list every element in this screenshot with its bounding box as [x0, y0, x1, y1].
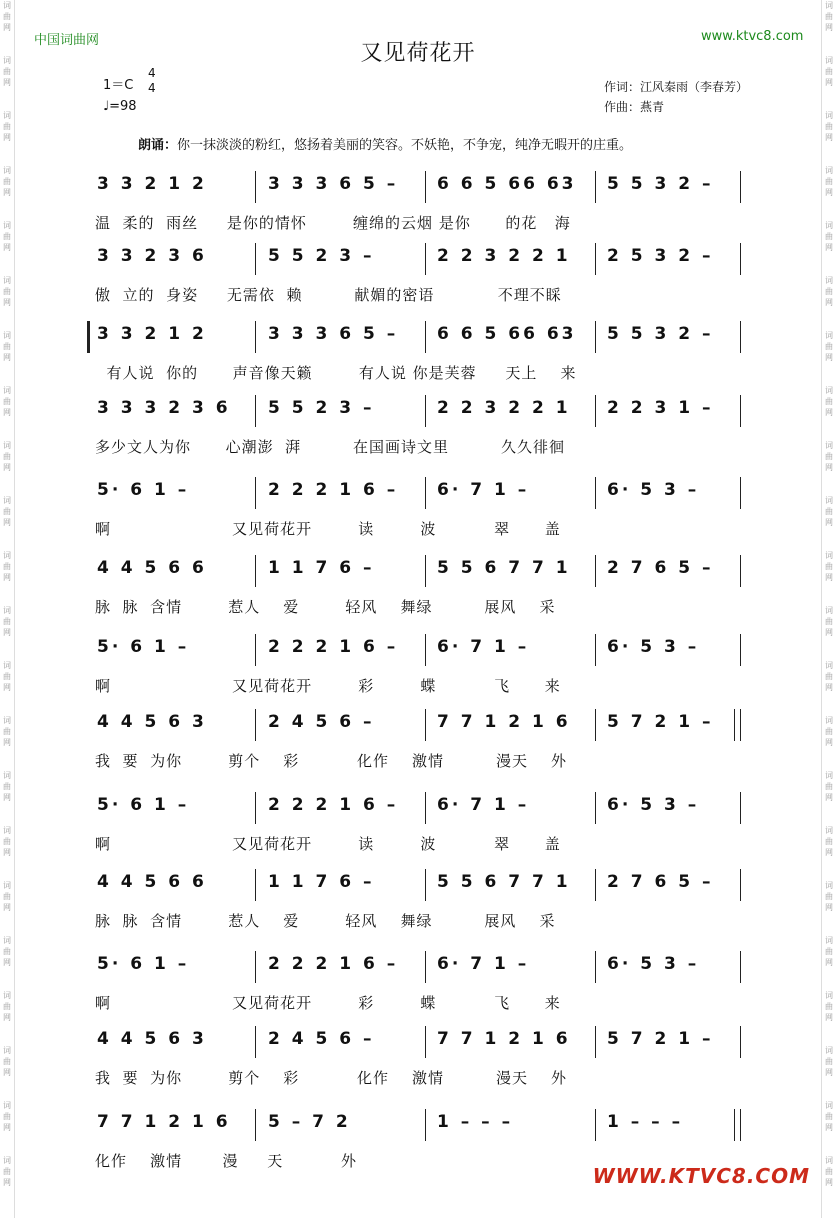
watermark-char: 网: [825, 958, 833, 967]
watermark-char: 曲: [3, 1112, 11, 1121]
bar-line: [595, 321, 596, 353]
measure: 5 5 2 3 –: [268, 246, 375, 266]
watermark-char: 词: [3, 56, 11, 65]
watermark-char: 词: [3, 1101, 11, 1110]
bar-line: [425, 1109, 426, 1141]
watermark-char: 网: [3, 133, 11, 142]
repeat-start-bar: [87, 321, 90, 353]
watermark-char: 曲: [825, 1057, 833, 1066]
bar-line: [425, 321, 426, 353]
measure: 2 2 2 1 6 –: [268, 480, 399, 500]
bar-line: [740, 634, 741, 666]
watermark-char: 词: [3, 166, 11, 175]
measure: 7 7 1 2 1 6: [97, 1112, 231, 1132]
staff-row: [85, 240, 750, 280]
watermark-char: 网: [825, 903, 833, 912]
watermark-char: 网: [3, 1013, 11, 1022]
bar-line: [255, 1109, 256, 1141]
watermark-char: 曲: [825, 727, 833, 736]
measure: 2 2 3 1 –: [607, 398, 714, 418]
measure: 4 4 5 6 3: [97, 1029, 207, 1049]
staff-row: [85, 392, 750, 432]
bar-line: [425, 792, 426, 824]
measure: 6· 7 1 –: [437, 954, 530, 974]
watermark-char: 词: [825, 661, 833, 670]
staff-row: [85, 1023, 750, 1063]
bar-line: [740, 869, 741, 901]
lyric-line: 啊 又见荷花开 彩 蝶 飞 来: [95, 677, 561, 695]
bar-line: [255, 395, 256, 427]
watermark-char: 网: [3, 628, 11, 637]
watermark-char: 网: [825, 1013, 833, 1022]
watermark-char: 词: [825, 716, 833, 725]
watermark-char: 网: [3, 188, 11, 197]
watermark-char: 曲: [3, 177, 11, 186]
watermark-char: 词: [825, 56, 833, 65]
measure: 5 – 7 2: [268, 1112, 351, 1132]
bar-line: [740, 709, 741, 741]
watermark-char: 网: [825, 463, 833, 472]
measure: 1 – – –: [607, 1112, 684, 1132]
bar-line: [425, 171, 426, 203]
bar-line: [595, 243, 596, 275]
bar-line: [255, 321, 256, 353]
measure: 2 2 3 2 2 1: [437, 246, 571, 266]
bar-line: [425, 243, 426, 275]
measure: 7 7 1 2 1 6: [437, 712, 571, 732]
song-title: 又见荷花开: [360, 41, 476, 66]
watermark-char: 网: [825, 1068, 833, 1077]
measure: 5· 6 1 –: [97, 954, 190, 974]
watermark-char: 词: [825, 1156, 833, 1165]
right-watermark-strip: [821, 0, 836, 1218]
watermark-char: 网: [3, 848, 11, 857]
watermark-char: 曲: [3, 397, 11, 406]
measure: 4 4 5 6 6: [97, 872, 207, 892]
time-signature: [148, 66, 156, 96]
measure: 6 6 5 66 63: [437, 174, 577, 194]
staff-row: [85, 706, 750, 746]
watermark-char: 词: [3, 111, 11, 120]
watermark-char: 词: [825, 386, 833, 395]
lyric-line: 啊 又见荷花开 读 波 翠 盖: [95, 835, 561, 853]
measure: 3 3 3 2 3 6: [97, 398, 231, 418]
watermark-char: 网: [825, 188, 833, 197]
watermark-char: 曲: [3, 837, 11, 846]
watermark-char: 词: [3, 771, 11, 780]
lyric-line: 多少文人为你 心潮澎 湃 在国画诗文里 久久徘徊: [95, 438, 565, 456]
bar-line: [595, 792, 596, 824]
bar-line: [255, 171, 256, 203]
watermark-char: 曲: [3, 727, 11, 736]
watermark-char: 曲: [825, 837, 833, 846]
watermark-char: 曲: [825, 232, 833, 241]
watermark-char: 曲: [3, 617, 11, 626]
measure: 6· 7 1 –: [437, 637, 530, 657]
measure: 5 5 2 3 –: [268, 398, 375, 418]
bar-line: [595, 1026, 596, 1058]
measure: 4 4 5 6 6: [97, 558, 207, 578]
watermark-char: 曲: [3, 452, 11, 461]
watermark-char: 词: [3, 496, 11, 505]
watermark-char: 曲: [3, 232, 11, 241]
watermark-char: 曲: [3, 507, 11, 516]
bar-line: [255, 709, 256, 741]
watermark-char: 曲: [825, 617, 833, 626]
measure: 5· 6 1 –: [97, 795, 190, 815]
watermark-char: 曲: [825, 122, 833, 131]
bar-line: [425, 951, 426, 983]
measure: 2 5 3 2 –: [607, 246, 714, 266]
watermark-char: 网: [825, 793, 833, 802]
lyric-line: 有人说 你的 声音像天籁 有人说 你是芙蓉 天上 来: [95, 364, 577, 382]
watermark-char: 词: [3, 276, 11, 285]
watermark-char: 网: [3, 353, 11, 362]
watermark-char: 词: [3, 936, 11, 945]
watermark-char: 曲: [825, 1167, 833, 1176]
bar-line: [740, 1109, 741, 1141]
site-name-left[interactable]: 中国词曲网: [34, 33, 100, 48]
measure: 6· 5 3 –: [607, 480, 700, 500]
watermark-char: 曲: [825, 397, 833, 406]
staff-row: [85, 318, 750, 358]
watermark-char: 词: [3, 1156, 11, 1165]
watermark-char: 曲: [825, 672, 833, 681]
watermark-char: 网: [825, 848, 833, 857]
bar-line: [740, 1026, 741, 1058]
measure: 2 2 3 2 2 1: [437, 398, 571, 418]
lyric-line: 啊 又见荷花开 彩 蝶 飞 来: [95, 994, 561, 1012]
watermark-char: 词: [3, 716, 11, 725]
measure: 5 7 2 1 –: [607, 712, 714, 732]
bar-line: [740, 951, 741, 983]
staff-row: [85, 866, 750, 906]
measure: 3 3 3 6 5 –: [268, 324, 399, 344]
measure: 2 7 6 5 –: [607, 558, 714, 578]
site-url-right[interactable]: www.ktvc8.com: [701, 29, 804, 44]
watermark-char: 曲: [3, 287, 11, 296]
watermark-char: 曲: [825, 507, 833, 516]
tempo-mark: ♩=98: [103, 99, 137, 114]
bar-line: [740, 477, 741, 509]
watermark-char: 曲: [825, 287, 833, 296]
watermark-char: 词: [825, 936, 833, 945]
watermark-char: 网: [825, 353, 833, 362]
staff-row: [85, 474, 750, 514]
key-signature: 1＝C: [103, 78, 134, 93]
lyric-line: 我 要 为你 剪个 彩 化作 激情 漫天 外: [95, 1069, 568, 1087]
watermark-char: 曲: [825, 947, 833, 956]
watermark-char: 网: [825, 23, 833, 32]
bar-line: [255, 243, 256, 275]
watermark-char: 网: [825, 518, 833, 527]
watermark-char: 词: [3, 606, 11, 615]
watermark-char: 网: [825, 298, 833, 307]
watermark-char: 网: [3, 243, 11, 252]
recitation-label: 朗诵：: [138, 138, 178, 153]
watermark-char: 网: [825, 133, 833, 142]
final-bar: [734, 1109, 735, 1141]
measure: 1 – – –: [437, 1112, 514, 1132]
bar-line: [255, 477, 256, 509]
bar-line: [595, 709, 596, 741]
meter-bottom: 4: [148, 81, 156, 95]
staff-row: [85, 552, 750, 592]
measure: 6· 5 3 –: [607, 637, 700, 657]
watermark-char: 词: [3, 991, 11, 1000]
measure: 5· 6 1 –: [97, 637, 190, 657]
left-watermark-strip: [0, 0, 15, 1218]
bar-line: [595, 869, 596, 901]
watermark-char: 词: [825, 1046, 833, 1055]
watermark-char: 词: [825, 111, 833, 120]
watermark-char: 曲: [825, 892, 833, 901]
watermark-char: 网: [825, 243, 833, 252]
watermark-char: 网: [3, 463, 11, 472]
watermark-char: 曲: [825, 342, 833, 351]
watermark-char: 词: [3, 1046, 11, 1055]
watermark-char: 网: [825, 683, 833, 692]
measure: 6 6 5 66 63: [437, 324, 577, 344]
bar-line: [255, 1026, 256, 1058]
measure: 1 1 7 6 –: [268, 558, 375, 578]
bar-line: [595, 951, 596, 983]
watermark-char: 词: [3, 221, 11, 230]
measure: 3 3 2 3 6: [97, 246, 207, 266]
lyric-line: 化作 激情 漫 天 外: [95, 1152, 357, 1170]
measure: 5 5 6 7 7 1: [437, 872, 571, 892]
watermark-char: 词: [3, 331, 11, 340]
bar-line: [595, 171, 596, 203]
watermark-char: 词: [825, 331, 833, 340]
watermark-char: 网: [825, 1178, 833, 1187]
watermark-char: 词: [825, 166, 833, 175]
watermark-char: 网: [3, 408, 11, 417]
watermark-char: 曲: [3, 562, 11, 571]
lyric-line: 脉 脉 含情 惹人 爱 轻风 舞绿 展风 采: [95, 598, 556, 616]
lyric-line: 我 要 为你 剪个 彩 化作 激情 漫天 外: [95, 752, 568, 770]
watermark-char: 词: [825, 276, 833, 285]
measure: 3 3 3 6 5 –: [268, 174, 399, 194]
recitation-text: 你一抹淡淡的粉红，悠扬着美丽的笑容。不妖艳，不争宠，纯净无暇开的庄重。: [177, 138, 633, 153]
staff-row: [85, 1106, 750, 1146]
lyric-line: 脉 脉 含情 惹人 爱 轻风 舞绿 展风 采: [95, 912, 556, 930]
watermark-char: 网: [3, 573, 11, 582]
measure: 4 4 5 6 3: [97, 712, 207, 732]
watermark-char: 网: [3, 23, 11, 32]
recitation: [138, 134, 632, 153]
bar-line: [595, 395, 596, 427]
measure: 5· 6 1 –: [97, 480, 190, 500]
lyricist-credit: 作词：江风秦雨（李春芳）: [604, 80, 749, 94]
watermark-char: 词: [825, 551, 833, 560]
watermark-char: 曲: [825, 177, 833, 186]
watermark-char: 网: [3, 518, 11, 527]
watermark-char: 网: [3, 903, 11, 912]
watermark-char: 曲: [3, 892, 11, 901]
bar-line: [740, 395, 741, 427]
bar-line: [425, 555, 426, 587]
watermark-char: 词: [825, 221, 833, 230]
measure: 6· 5 3 –: [607, 954, 700, 974]
watermark-char: 曲: [825, 67, 833, 76]
bar-line: [740, 555, 741, 587]
measure: 2 4 5 6 –: [268, 712, 375, 732]
watermark-char: 曲: [3, 342, 11, 351]
watermark-char: 词: [825, 1101, 833, 1110]
ktvc8-logo[interactable]: WWW.KTVC8.COM: [592, 1164, 810, 1188]
watermark-char: 曲: [3, 122, 11, 131]
bar-line: [425, 709, 426, 741]
watermark-char: 网: [825, 78, 833, 87]
bar-line: [425, 869, 426, 901]
watermark-char: 词: [3, 1, 11, 10]
measure: 6· 5 3 –: [607, 795, 700, 815]
watermark-char: 曲: [3, 1167, 11, 1176]
watermark-char: 曲: [3, 1002, 11, 1011]
bar-line: [740, 171, 741, 203]
watermark-char: 词: [825, 991, 833, 1000]
measure: 2 7 6 5 –: [607, 872, 714, 892]
measure: 5 5 3 2 –: [607, 324, 714, 344]
watermark-char: 网: [3, 78, 11, 87]
measure: 2 2 2 1 6 –: [268, 954, 399, 974]
bar-line: [425, 395, 426, 427]
watermark-char: 曲: [825, 452, 833, 461]
bar-line: [425, 477, 426, 509]
watermark-char: 词: [825, 496, 833, 505]
lyric-line: 傲 立的 身姿 无需依 赖 献媚的密语 不理不睬: [95, 286, 562, 304]
staff-row: [85, 948, 750, 988]
watermark-char: 词: [825, 826, 833, 835]
watermark-char: 曲: [825, 12, 833, 21]
measure: 3 3 2 1 2: [97, 324, 207, 344]
measure: 5 5 3 2 –: [607, 174, 714, 194]
watermark-char: 词: [3, 661, 11, 670]
measure: 2 2 2 1 6 –: [268, 637, 399, 657]
watermark-char: 曲: [825, 782, 833, 791]
bar-line: [595, 477, 596, 509]
measure: 7 7 1 2 1 6: [437, 1029, 571, 1049]
watermark-char: 网: [825, 738, 833, 747]
watermark-char: 网: [3, 1178, 11, 1187]
watermark-char: 网: [3, 958, 11, 967]
measure: 6· 7 1 –: [437, 795, 530, 815]
lyric-line: 温 柔的 雨丝 是你的情怀 缠绵的云烟 是你 的花 海: [95, 214, 571, 232]
watermark-char: 词: [3, 881, 11, 890]
bar-line: [595, 1109, 596, 1141]
bar-line: [740, 243, 741, 275]
bar-line: [255, 792, 256, 824]
measure: 2 4 5 6 –: [268, 1029, 375, 1049]
watermark-char: 网: [3, 738, 11, 747]
watermark-char: 网: [3, 1123, 11, 1132]
measure: 5 5 6 7 7 1: [437, 558, 571, 578]
meter-top: 4: [148, 66, 156, 80]
bar-line: [255, 555, 256, 587]
measure: 6· 7 1 –: [437, 480, 530, 500]
bar-line: [425, 1026, 426, 1058]
watermark-char: 词: [825, 771, 833, 780]
measure: 2 2 2 1 6 –: [268, 795, 399, 815]
watermark-char: 词: [825, 441, 833, 450]
watermark-char: 词: [825, 606, 833, 615]
staff-row: [85, 631, 750, 671]
lyric-line: 啊 又见荷花开 读 波 翠 盖: [95, 520, 561, 538]
bar-line: [255, 869, 256, 901]
watermark-char: 词: [3, 551, 11, 560]
repeat-end-bar: [734, 709, 735, 741]
staff-row: [85, 789, 750, 829]
watermark-char: 网: [3, 793, 11, 802]
composer-credit: 作曲：燕青: [604, 100, 665, 114]
watermark-char: 曲: [3, 1057, 11, 1066]
watermark-char: 词: [825, 1, 833, 10]
bar-line: [740, 321, 741, 353]
watermark-char: 曲: [3, 947, 11, 956]
staff-row: [85, 168, 750, 208]
bar-line: [595, 555, 596, 587]
watermark-char: 曲: [3, 67, 11, 76]
measure: 1 1 7 6 –: [268, 872, 375, 892]
watermark-char: 曲: [3, 12, 11, 21]
watermark-char: 网: [825, 1123, 833, 1132]
watermark-char: 网: [825, 573, 833, 582]
watermark-char: 曲: [3, 782, 11, 791]
watermark-char: 词: [3, 386, 11, 395]
watermark-char: 词: [3, 441, 11, 450]
watermark-char: 网: [825, 628, 833, 637]
watermark-char: 词: [825, 881, 833, 890]
watermark-char: 曲: [825, 1112, 833, 1121]
measure: 5 7 2 1 –: [607, 1029, 714, 1049]
watermark-char: 网: [825, 408, 833, 417]
watermark-char: 曲: [3, 672, 11, 681]
watermark-char: 词: [3, 826, 11, 835]
bar-line: [425, 634, 426, 666]
bar-line: [255, 634, 256, 666]
bar-line: [595, 634, 596, 666]
bar-line: [255, 951, 256, 983]
bar-line: [740, 792, 741, 824]
watermark-char: 网: [3, 298, 11, 307]
watermark-char: 网: [3, 1068, 11, 1077]
watermark-char: 曲: [825, 562, 833, 571]
watermark-char: 曲: [825, 1002, 833, 1011]
watermark-char: 网: [3, 683, 11, 692]
measure: 3 3 2 1 2: [97, 174, 207, 194]
